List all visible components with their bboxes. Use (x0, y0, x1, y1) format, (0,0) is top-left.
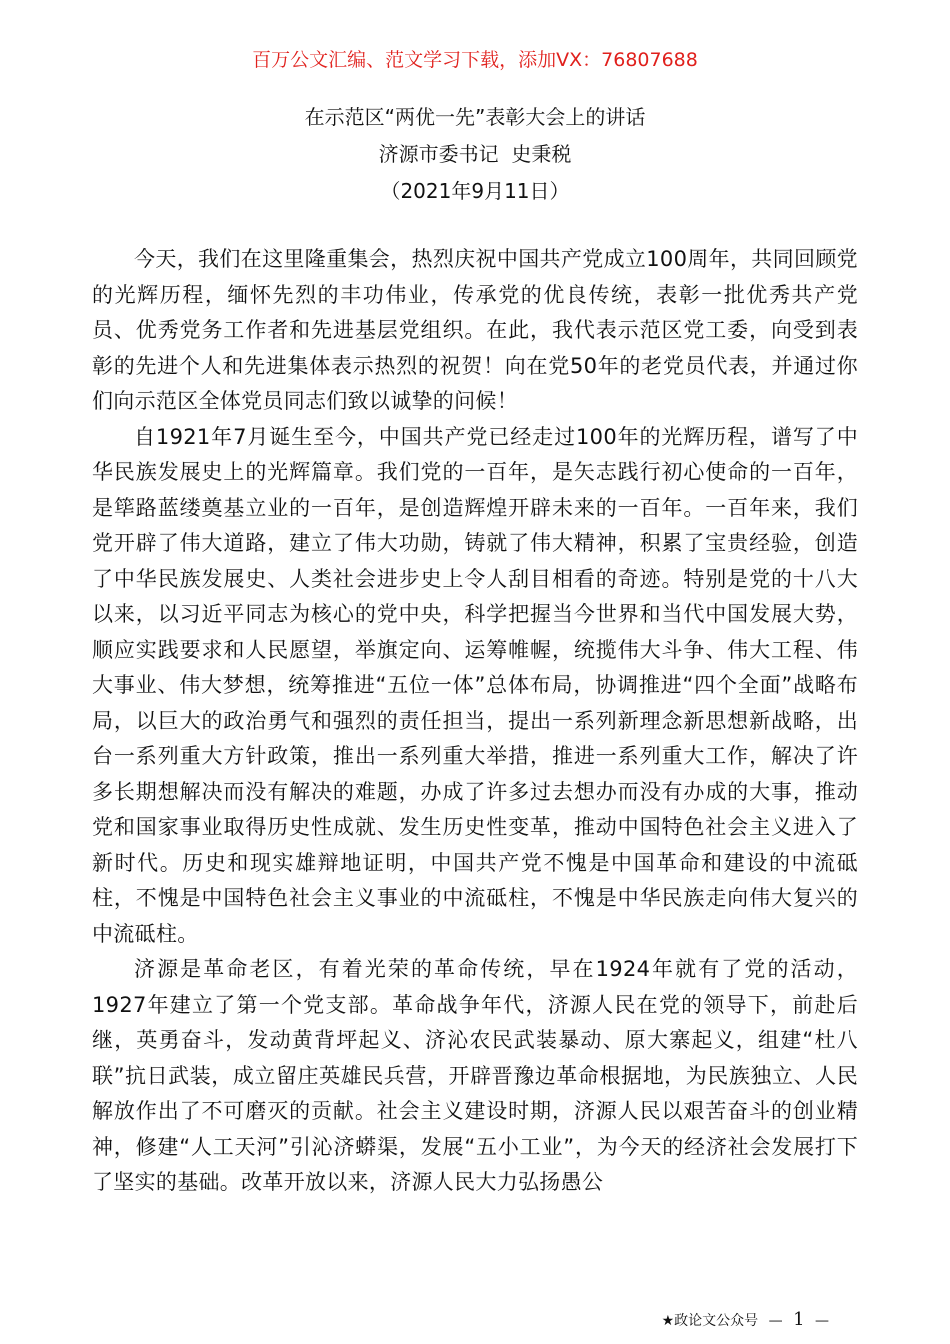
title-block (0, 99, 950, 210)
page-footer (662, 1310, 835, 1331)
footer-dash-right: — (815, 1313, 829, 1329)
document-title: 在示范区“两优一先”表彰大会上的讲话 (304, 105, 646, 129)
page-number: 1 (793, 1309, 805, 1330)
document-date: （2021年9月11日） (380, 179, 570, 203)
paragraph: 济源是革命老区，有着光荣的革命传统，早在1924年就有了党的活动，1927年建立了第一个党支部。革命战争年代，济源人民在党的领导下，前赴后继，英勇奋斗，发动黄背坪起义、济沁农民武装暴动、原大寨起义，组建“杜八联”抗日武装，成立留庄英雄民兵营，开辟晋豫边革命根据地，为民族独立、人民解放作出了不可磨灭的贡献。社会主义建设时期，济源人民以艰苦奋斗的创业精神，修建“人工天河”引沁济蟒渠，发展“五小工业”，为今天的经济社会发展打下了坚实的基础。改革开放以来，济源人民大力弘扬愚公 (92, 957, 858, 1194)
footer-dash-left: — (768, 1313, 783, 1329)
footer-source: ★政论文公众号 (661, 1313, 759, 1329)
paragraph: 今天，我们在这里隆重集会，热烈庆祝中国共产党成立100周年，共同回顾党的光辉历程，缅怀先烈的丰功伟业，传承党的优良传统，表彰一批优秀共产党员、优秀党务工作者和先进基层党组织。在此，我代表示范区党工委，向受到表彰的先进个人和先进集体表示热烈的祝贺！向在党50年的老党员代表，并通过你们向示范区全体党员同志们致以诚挚的问候！ (92, 247, 858, 413)
document-body (92, 242, 858, 1201)
header-banner: 百万公文汇编、范文学习下载，添加VX：76807688 (252, 49, 698, 71)
document-author: 济源市委书记 史秉税 (378, 142, 572, 166)
paragraph: 自1921年7月诞生至今，中国共产党已经走过100年的光辉历程，谱写了中华民族发展史上的光辉篇章。我们党的一百年，是矢志践行初心使命的一百年，是筚路蓝缕奠基立业的一百年，是创造辉煌开辟未来的一百年。一百年来，我们党开辟了伟大道路，建立了伟大功勋，铸就了伟大精神，积累了宝贵经验，创造了中华民族发展史、人类社会进步史上令人刮目相看的奇迹。特别是党的十八大以来，以习近平同志为核心的党中央，科学把握当今世界和当代中国发展大势，顺应实践要求和人民愿望，举旗定向、运筹帷幄，统揽伟大斗争、伟大工程、伟大事业、伟大梦想，统筹推进“五位一体”总体布局，协调推进“四个全面”战略布局，以巨大的政治勇气和强烈的责任担当，提出一系列新理念新思想新战略，出台一系列重大方针政策，推出一系列重大举措，推进一系列重大工作，解决了许多长期想解决而没有解决的难题，办成了许多过去想办而没有办成的大事，推动党和国家事业取得历史性成就、发生历史性变革，推动中国特色社会主义进入了新时代。历史和现实雄辩地证明，中国共产党不愧是中国革命和建设的中流砥柱，不愧是中国特色社会主义事业的中流砥柱，不愧是中华民族走向伟大复兴的中流砥柱。 (92, 424, 858, 946)
